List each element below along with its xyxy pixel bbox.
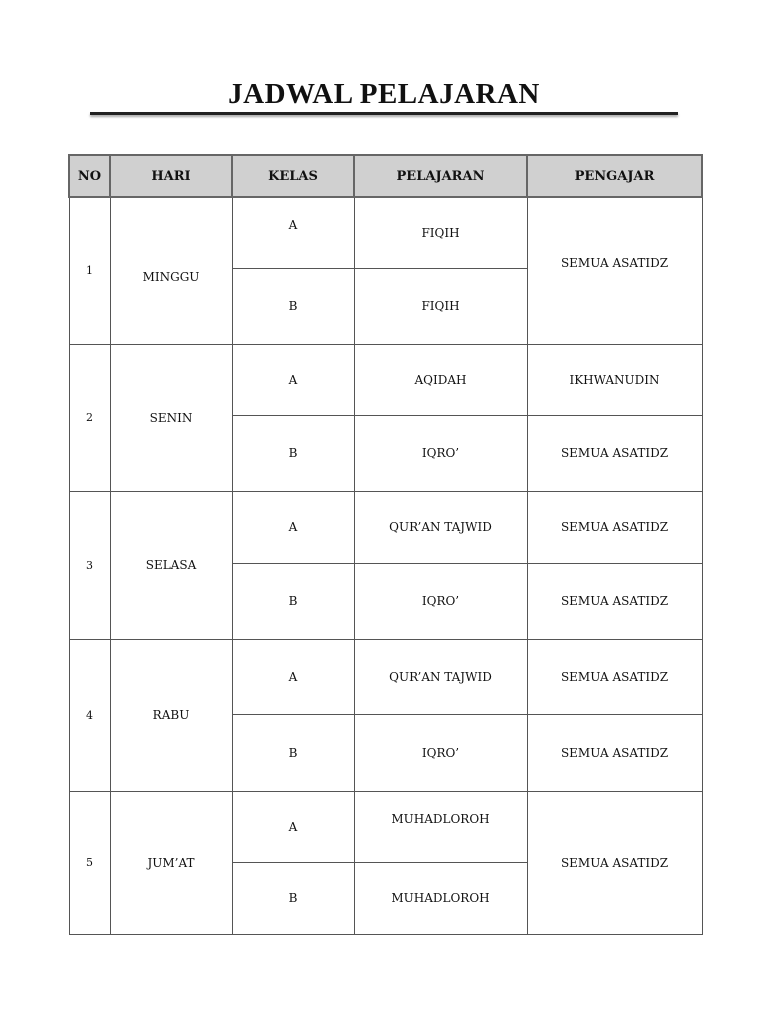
cell-kelas	[232, 197, 354, 268]
schedule-table	[68, 154, 703, 935]
cell-kelas: A	[232, 491, 354, 563]
table-row	[69, 791, 702, 862]
header-pelajaran: PELAJARAN	[354, 155, 527, 197]
cell-pelajaran: QUR’AN TAJWID	[354, 639, 527, 714]
cell-kelas: B	[232, 714, 354, 791]
cell-no: 2	[69, 344, 110, 491]
cell-pengajar: SEMUA ASATIDZ	[527, 639, 702, 714]
cell-pelajaran: FIQIH	[354, 197, 527, 268]
cell-pengajar: SEMUA ASATIDZ	[527, 491, 702, 563]
header-kelas: KELAS	[232, 155, 354, 197]
cell-pengajar	[527, 197, 702, 344]
page-title: JADWAL PELAJARAN	[228, 78, 540, 110]
cell-kelas: A	[232, 344, 354, 415]
cell-pelajaran: QUR’AN TAJWID	[354, 491, 527, 563]
cell-pengajar: SEMUA ASATIDZ	[527, 563, 702, 639]
cell-pelajaran: IQRO’	[354, 415, 527, 491]
table-row	[69, 197, 702, 268]
pelajaran-text: MUHADLOROH	[391, 811, 490, 826]
title-underline	[90, 112, 678, 115]
cell-no: 5	[69, 791, 110, 934]
cell-pelajaran	[354, 791, 527, 862]
cell-kelas: B	[232, 563, 354, 639]
cell-pengajar: SEMUA ASATIDZ	[527, 415, 702, 491]
cell-hari: SENIN	[110, 344, 232, 491]
header-pengajar: PENGAJAR	[527, 155, 702, 197]
cell-pelajaran: IQRO’	[354, 563, 527, 639]
cell-no: 3	[69, 491, 110, 639]
header-no: NO	[69, 155, 110, 197]
table-row	[69, 344, 702, 415]
header-row	[69, 155, 702, 197]
cell-kelas: B	[232, 415, 354, 491]
cell-kelas: B	[232, 862, 354, 934]
cell-pengajar: SEMUA ASATIDZ	[527, 714, 702, 791]
cell-kelas: A	[232, 791, 354, 862]
pengajar-text: SEMUA ASATIDZ	[560, 255, 669, 270]
table-row	[69, 639, 702, 714]
cell-pelajaran: IQRO’	[354, 714, 527, 791]
cell-kelas: B	[232, 268, 354, 344]
cell-hari: SELASA	[110, 491, 232, 639]
cell-no: 1	[69, 197, 110, 344]
cell-kelas: A	[232, 639, 354, 714]
table-row	[69, 491, 702, 563]
header-hari: HARI	[110, 155, 232, 197]
cell-hari: RABU	[110, 639, 232, 791]
cell-hari	[110, 197, 232, 344]
kelas-text: A	[288, 217, 298, 232]
cell-hari: JUM’AT	[110, 791, 232, 934]
cell-pengajar: IKHWANUDIN	[527, 344, 702, 415]
cell-pelajaran: AQIDAH	[354, 344, 527, 415]
cell-pelajaran: FIQIH	[354, 268, 527, 344]
cell-pelajaran: MUHADLOROH	[354, 862, 527, 934]
hari-text: MINGGU	[142, 269, 200, 284]
cell-pengajar: SEMUA ASATIDZ	[527, 791, 702, 934]
cell-no: 4	[69, 639, 110, 791]
